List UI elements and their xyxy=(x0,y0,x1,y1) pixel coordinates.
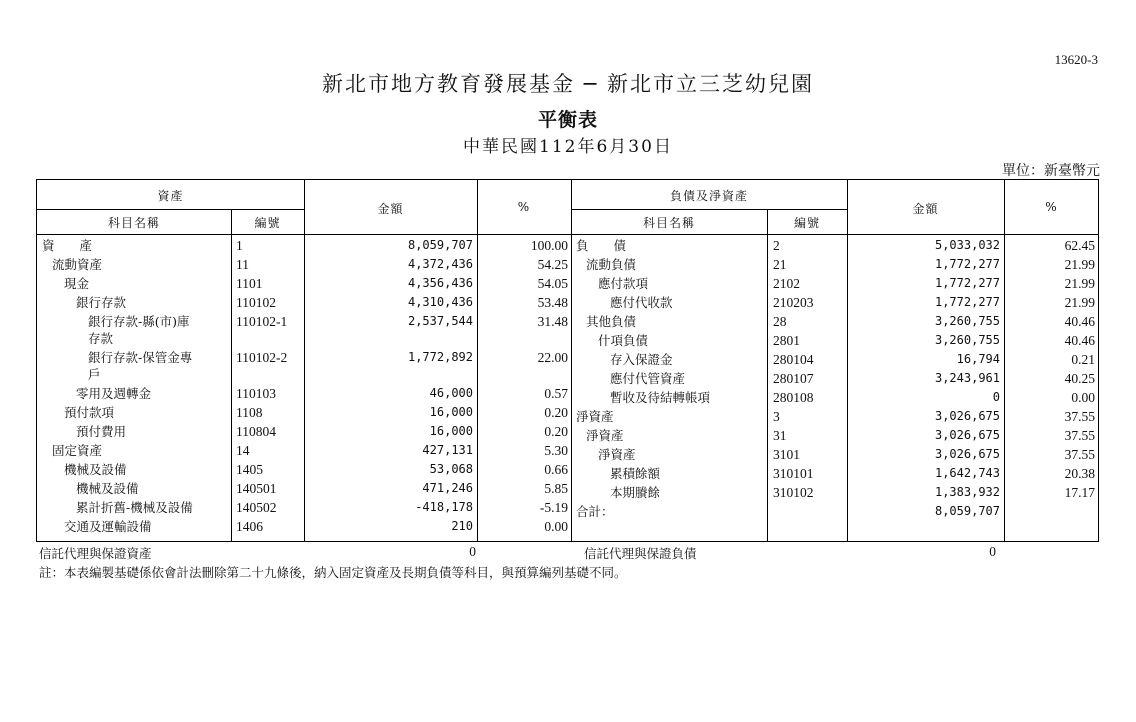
assets-amount: 210 xyxy=(451,519,473,533)
right-code-header: 編號 xyxy=(793,216,820,230)
assets-percent: 0.20 xyxy=(544,424,568,439)
assets-percent: 54.05 xyxy=(537,276,568,291)
liabilities-percent: 21.99 xyxy=(1064,257,1095,272)
liabilities-account-name: 什項負債 xyxy=(598,333,649,348)
assets-account-code: 1101 xyxy=(236,276,263,291)
assets-account-name: 交通及運輸設備 xyxy=(64,519,152,534)
liabilities-percent: 21.99 xyxy=(1064,295,1095,310)
assets-account-name-continued: 存款 xyxy=(88,331,114,346)
liabilities-amount: 1,772,277 xyxy=(934,295,1000,309)
liabilities-table-row xyxy=(37,255,1099,274)
liabilities-account-name: 應付代收款 xyxy=(610,295,673,310)
assets-account-code: 140502 xyxy=(236,500,277,515)
assets-account-code: 14 xyxy=(236,443,250,458)
liabilities-table-row xyxy=(37,331,1099,350)
liabilities-amount: 3,026,675 xyxy=(934,447,1000,461)
liabilities-table-row xyxy=(37,407,1099,426)
liabilities-account-name: 應付代管資產 xyxy=(610,371,686,386)
assets-account-code: 1108 xyxy=(236,405,263,420)
liabilities-percent: 40.25 xyxy=(1064,371,1095,386)
liabilities-percent: 21.99 xyxy=(1064,276,1095,291)
assets-account-code: 140501 xyxy=(236,481,277,496)
assets-account-name: 機械及設備 xyxy=(76,481,139,496)
left-percent-header: % xyxy=(517,200,531,214)
assets-account-name: 流動資產 xyxy=(52,257,103,272)
liabilities-percent: 62.45 xyxy=(1064,238,1095,253)
assets-account-code: 1 xyxy=(236,238,243,253)
assets-account-name: 累計折舊-機械及設備 xyxy=(76,500,193,515)
assets-account-code: 110804 xyxy=(236,424,276,439)
liabilities-percent: 17.17 xyxy=(1064,485,1095,500)
assets-amount: 4,356,436 xyxy=(407,276,473,290)
assets-header: 資產 xyxy=(157,189,184,203)
assets-amount: 1,772,892 xyxy=(407,350,473,364)
assets-account-code: 1405 xyxy=(236,462,263,477)
trust-assets-value: 0 xyxy=(469,544,476,559)
assets-amount: 4,372,436 xyxy=(407,257,473,271)
assets-account-name: 固定資產 xyxy=(52,443,103,458)
assets-account-name: 現金 xyxy=(64,276,90,291)
liabilities-amount: 3,260,755 xyxy=(934,314,1000,328)
liabilities-account-name: 淨資產 xyxy=(576,409,614,424)
liabilities-table-row xyxy=(37,388,1099,407)
liabilities-table-row xyxy=(37,350,1099,369)
left-account-name-header: 科目名稱 xyxy=(107,216,160,230)
assets-percent: 31.48 xyxy=(537,314,568,329)
liabilities-account-code: 3101 xyxy=(773,447,800,462)
assets-account-name: 資 產 xyxy=(42,238,93,253)
assets-percent: 100.00 xyxy=(530,238,568,253)
assets-account-code: 1406 xyxy=(236,519,263,534)
liabilities-amount: 0 xyxy=(992,390,1000,404)
right-account-name-header: 科目名稱 xyxy=(642,216,695,230)
liabilities-account-code: 310102 xyxy=(773,485,814,500)
liabilities-table-row xyxy=(37,293,1099,312)
assets-percent: 53.48 xyxy=(537,295,568,310)
assets-amount: 16,000 xyxy=(429,405,473,419)
assets-account-name: 銀行存款-保管金專 xyxy=(88,350,193,365)
balance-sheet-table xyxy=(36,179,1099,542)
liabilities-percent: 37.55 xyxy=(1064,409,1095,424)
liabilities-amount: 3,243,961 xyxy=(934,371,1000,385)
assets-percent: 0.20 xyxy=(544,405,568,420)
liabilities-amount: 8,059,707 xyxy=(934,504,1000,518)
report-title: 新北市地方教育發展基金 ─ 新北市立三芝幼兒園 xyxy=(322,72,814,96)
liabilities-percent: 37.55 xyxy=(1064,447,1095,462)
assets-account-name-continued: 戶 xyxy=(88,367,101,382)
liabilities-account-name: 淨資產 xyxy=(586,428,624,443)
liabilities-account-code: 31 xyxy=(773,428,787,443)
liabilities-percent: 0.21 xyxy=(1071,352,1095,367)
liabilities-account-name: 淨資產 xyxy=(598,447,636,462)
assets-percent: 0.57 xyxy=(544,386,568,401)
assets-account-name: 機械及設備 xyxy=(64,462,127,477)
assets-account-name: 銀行存款-縣(市)庫 xyxy=(88,314,190,329)
liabilities-amount: 1,772,277 xyxy=(934,257,1000,271)
liabilities-table-row xyxy=(37,464,1099,483)
liabilities-account-name: 合計： xyxy=(576,504,614,519)
liabilities-account-code: 2 xyxy=(773,238,780,253)
liabilities-percent: 40.46 xyxy=(1064,333,1095,348)
liabilities-account-code: 210203 xyxy=(773,295,814,310)
liabilities-account-name: 負 債 xyxy=(576,238,627,253)
report-date: 中華民國112年6月30日 xyxy=(463,137,673,157)
liabilities-amount: 1,642,743 xyxy=(934,466,1000,480)
liabilities-table-row xyxy=(37,426,1099,445)
liabilities-account-name: 暫收及待結轉帳項 xyxy=(610,390,711,405)
liabilities-account-code: 2801 xyxy=(773,333,800,348)
assets-amount: 16,000 xyxy=(429,424,473,438)
liabilities-table-row xyxy=(37,483,1099,502)
assets-account-name: 銀行存款 xyxy=(76,295,127,310)
assets-percent: 0.00 xyxy=(544,519,568,534)
liabilities-account-code: 28 xyxy=(773,314,787,329)
liabilities-table-row xyxy=(37,369,1099,388)
liabilities-amount: 1,383,932 xyxy=(934,485,1000,499)
liabilities-header: 負債及淨資產 xyxy=(669,189,748,203)
liabilities-account-code: 2102 xyxy=(773,276,800,291)
assets-account-code: 110103 xyxy=(236,386,276,401)
assets-account-code: 110102-1 xyxy=(236,314,288,329)
liabilities-table-row xyxy=(37,312,1099,331)
assets-amount: -418,178 xyxy=(415,500,473,514)
liabilities-account-code: 310101 xyxy=(773,466,814,481)
liabilities-amount: 3,026,675 xyxy=(934,409,1000,423)
liabilities-percent: 37.55 xyxy=(1064,428,1095,443)
liabilities-table-row xyxy=(37,274,1099,293)
liabilities-account-code: 280107 xyxy=(773,371,814,386)
assets-amount: 2,537,544 xyxy=(407,314,473,328)
assets-account-code: 11 xyxy=(236,257,249,272)
assets-percent: 54.25 xyxy=(537,257,568,272)
liabilities-account-code: 280108 xyxy=(773,390,814,405)
assets-percent: 5.30 xyxy=(544,443,568,458)
liabilities-account-code: 21 xyxy=(773,257,787,272)
assets-amount: 4,310,436 xyxy=(407,295,473,309)
assets-percent: 5.85 xyxy=(544,481,568,496)
assets-amount: 8,059,707 xyxy=(407,238,473,252)
assets-account-name: 預付費用 xyxy=(76,424,127,439)
right-percent-header: % xyxy=(1045,200,1058,214)
footnote: 註：本表編製基礎係依會計法刪除第二十九條後，納入固定資產及長期負債等科目，與預算編列基礎不同。 xyxy=(39,565,627,580)
liabilities-amount: 5,033,032 xyxy=(934,238,1000,252)
left-amount-header: 金額 xyxy=(377,202,404,216)
assets-percent: -5.19 xyxy=(539,500,568,515)
liabilities-table-row xyxy=(37,236,1099,255)
liabilities-account-code: 280104 xyxy=(773,352,814,367)
liabilities-account-name: 本期賸餘 xyxy=(610,485,661,500)
assets-account-name: 零用及週轉金 xyxy=(76,386,152,401)
trust-assets-label: 信託代理與保證資產 xyxy=(39,546,152,561)
liabilities-amount: 1,772,277 xyxy=(934,276,1000,290)
trust-liabilities-value: 0 xyxy=(989,544,996,559)
liabilities-account-name: 應付款項 xyxy=(598,276,649,291)
liabilities-account-name: 其他負債 xyxy=(586,314,637,329)
assets-amount: 53,068 xyxy=(429,462,473,476)
left-code-header: 編號 xyxy=(254,216,281,230)
liabilities-account-name: 流動負債 xyxy=(586,257,637,272)
liabilities-account-name: 累積餘額 xyxy=(610,466,661,481)
liabilities-amount: 3,260,755 xyxy=(934,333,1000,347)
liabilities-account-code: 3 xyxy=(773,409,780,424)
assets-account-name: 預付款項 xyxy=(64,405,115,420)
trust-liabilities-label: 信託代理與保證負債 xyxy=(584,546,697,561)
liabilities-percent: 0.00 xyxy=(1071,390,1095,405)
assets-account-code: 110102-2 xyxy=(236,350,288,365)
assets-percent: 0.66 xyxy=(544,462,568,477)
assets-amount: 427,131 xyxy=(422,443,473,457)
currency-unit: 單位：新臺幣元 xyxy=(1002,163,1100,179)
liabilities-amount: 3,026,675 xyxy=(934,428,1000,442)
liabilities-table-row xyxy=(37,445,1099,464)
liabilities-percent: 20.38 xyxy=(1064,466,1095,481)
assets-amount: 46,000 xyxy=(429,386,473,400)
report-subtitle: 平衡表 xyxy=(537,109,598,131)
liabilities-account-name: 存入保證金 xyxy=(610,352,673,367)
liabilities-amount: 16,794 xyxy=(956,352,1000,366)
right-amount-header: 金額 xyxy=(912,202,939,216)
assets-account-code: 110102 xyxy=(236,295,276,310)
liabilities-table-row xyxy=(37,502,1099,521)
assets-amount: 471,246 xyxy=(422,481,473,495)
assets-percent: 22.00 xyxy=(537,350,568,365)
liabilities-percent: 40.46 xyxy=(1064,314,1095,329)
page-code: 13620-3 xyxy=(1054,52,1098,67)
